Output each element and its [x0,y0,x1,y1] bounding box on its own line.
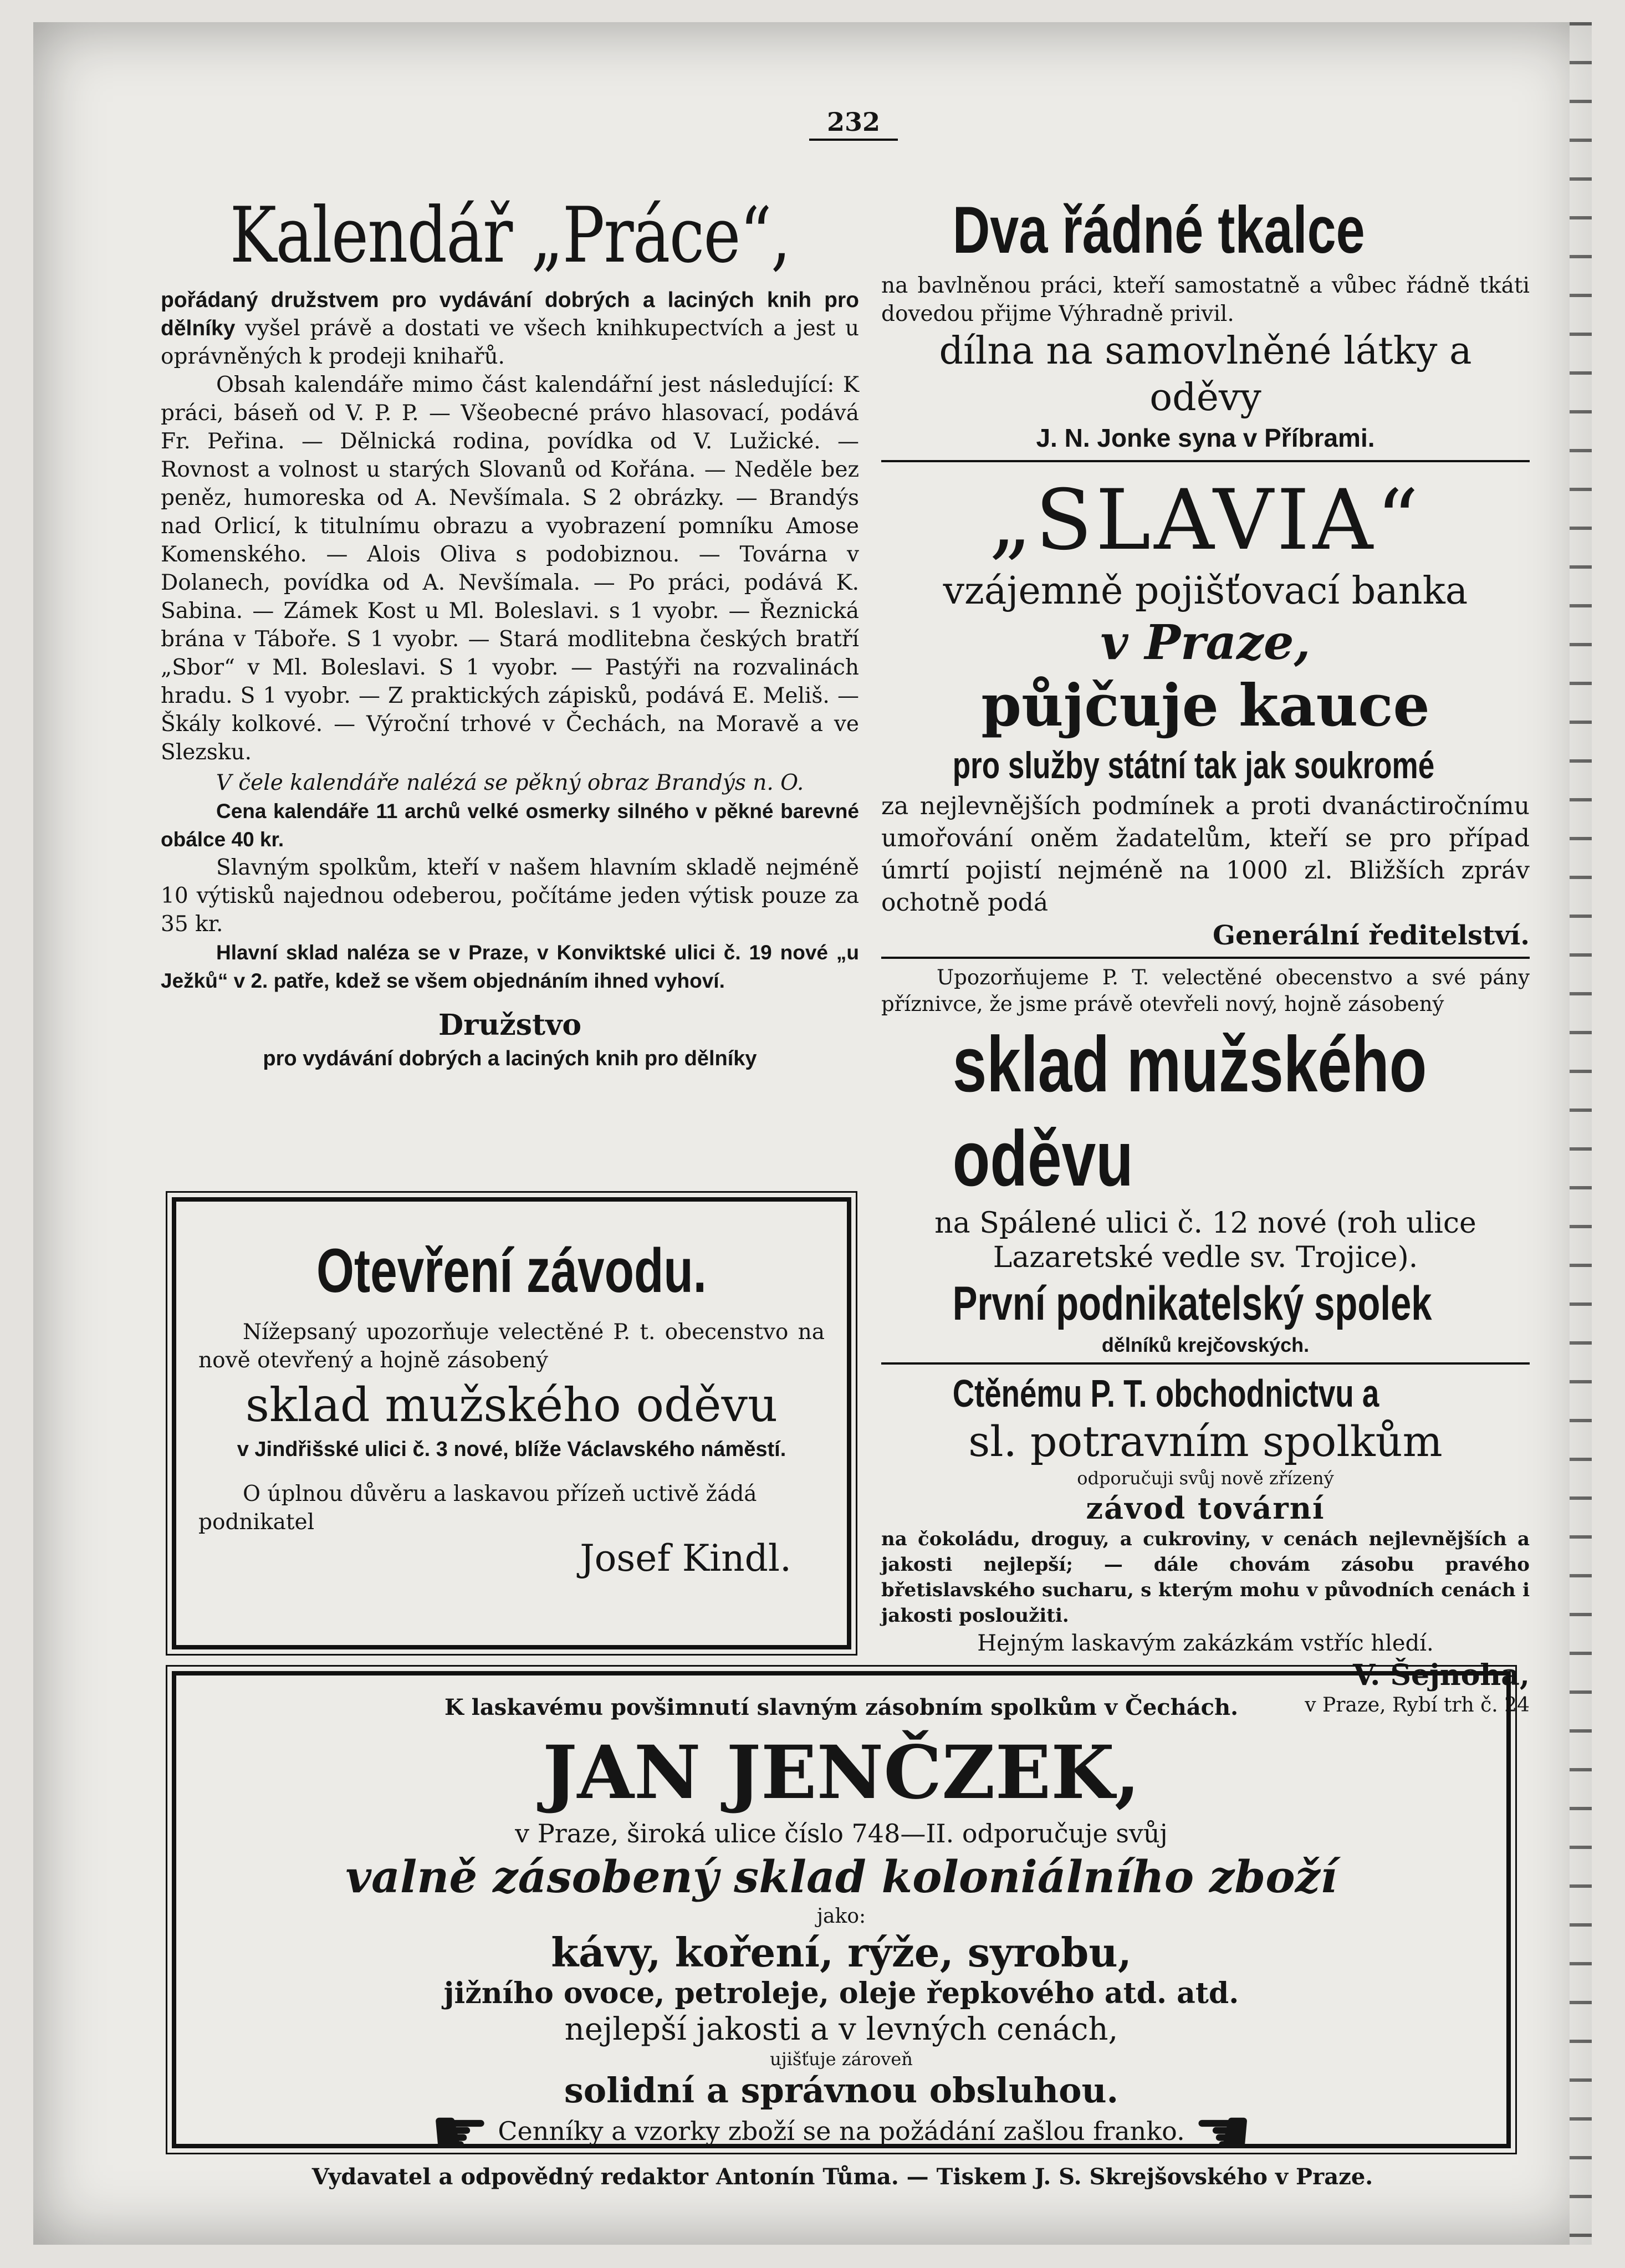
pointing-hand-right-icon: ☚ [1193,2095,1253,2172]
jenczek-sklad: valně zásobený sklad koloniálního zboží [345,1851,1337,1903]
divider-1 [881,460,1530,462]
kalendar-contents: Obsah kalendáře mimo část kalendářní jest následující: K práci, báseň od V. P. P. — Všeobecné právo hlasovací, podává Fr. Peřina. — Dělnická rodina, povídka od V. Lužické. — Rovnost a volnost u starých Slovanů od Kořána. — Neděle bez peněz, humoreska od A. Nevšímala. S 2 obrázky. — Brandýs nad Orlicí, k titulnímu obrazu a vyobrazení pomníku Amose Komenského. — Alois Oliva s podobiznou. — Továrna v Dolanech, povídka od A. Nevšímala. — Po práci, podává K. Sabina. — Zámek Kost u Ml. Boleslavi. s 1 vyobr. — Řeznická brána v Táboře. S 1 vyobr. — Stará modlitebna českých bratří „Sbor“ v Ml. Boleslavi. S 1 vyobr. — Pastýři na rozvalinách hradu. S 1 vyobr. — Z praktických zápisků, podává E. Meliš. — Škály kolkové. — Výroční trhové v Čechách, na Moravě a ve Slezsku. [161,372,859,765]
jenczek-content [176,1676,1506,2172]
jenczek-cenniky: ☛ Cenníky a vzorky zboží se na požádání zašlou franko. ☚ [430,2095,1253,2172]
otevreni-sign: Josef Kindl. [580,1537,791,1580]
sklad-addr: na Spálené ulici č. 12 nové (roh ulice Lazaretské vedle sv. Trojice). [934,1207,1476,1274]
kalendar-price: Cena kalendáře 11 archů velké osmerky silného v pěkné barevné obálce 40 kr. [161,800,859,851]
kalendar-obraz: V čele kalendáře nalézá se pěkný obraz Brandýs n. O. [216,770,804,795]
jenczek-addr: v Praze, široká ulice číslo 748—II. odporučuje svůj [515,1819,1168,1848]
tkalci-text: na bavlněnou práci, kteří samostatně a vůbec řádně tkáti dovedou přijme Výhradně privil. [881,273,1530,326]
zavod-text: na čokoládu, droguy, a cukroviny, v cenách nejlevnějších a jakosti nejlepší; — dále chovám zásobu pravého břetislavského sucharu, s kterým mohu v původních cenách i jakosti posloužiti. [881,1528,1530,1627]
slavia-kauce: půjčuje kauce [981,671,1430,739]
jenczek-goods2: jižního ovoce, petroleje, oleje řepkového atd. atd. [443,1976,1239,2010]
kalendar-title: Kalendář „Práce“, [229,191,790,280]
jonke-text: J. N. Jonke syna v Příbrami. [1036,423,1375,452]
druzstvo-signature: Družstvo [438,1008,582,1042]
otevreni-text: Nížepsaný upozorňuje velectěné P. t. obecenstvo na nově otevřený a hojně zásobený [198,1320,825,1373]
jenczek-intro: K laskavému povšimnutí slavným zásobním spolkům v Čechách. [444,1694,1239,1720]
sklad-muzskeho-title: sklad mužského oděvu [952,1020,1427,1203]
jenczek-name: JAN JENČZEK, [543,1730,1140,1816]
otevreni-content [176,1202,847,1581]
potravnim-text: sl. potravním spolkům [968,1417,1443,1466]
footer-imprint: Vydavatel a odpovědný redaktor Antonín Tůma. — Tiskem J. S. Skrejšovského v Praze. [311,2164,1373,2190]
jenczek-goods1: kávy, koření, rýže, syrobu, [551,1929,1132,1976]
pointing-hand-left-icon: ☛ [430,2095,490,2172]
otevreni-zavodu-box [172,1197,851,1649]
hejnym-text: Hejným laskavým zakázkám vstříc hledí. [977,1631,1434,1656]
spolek-subtitle: dělníků krejčovských. [1101,1334,1310,1356]
slavia-signature: Generální ředitelství. [1212,920,1530,951]
jenczek-jako: jako: [816,1905,866,1928]
newspaper-page [33,22,1592,2245]
zavod-title: závod tovární [1086,1490,1325,1526]
slavia-title: „SLAVIA“ [989,472,1422,569]
tkalci-title: Dva řádné tkalce [952,193,1365,267]
slavia-city: v Praze, [1100,615,1311,671]
sejnoha-addr: v Praze, Rybí trh č. 24 [1305,1694,1530,1717]
right-column [881,188,1530,1718]
dilna-text: dílna na samovlněné látky a oděvy [939,329,1472,420]
kalendar-sklad: Hlavní sklad naléza se v Praze, v Konviktské ulici č. 19 nové „u Ježků“ v 2. patře, kdež se všem objednáním ihned vyhoví. [161,941,859,992]
ctenemu-text: Ctěnému P. T. obchodnictvu a [952,1372,1379,1415]
kalendar-discount: Slavným spolkům, kteří v našem hlavním skladě nejméně 10 výtisků najednou odeberou, počítáme jeden výtisk pouze za 35 kr. [161,855,859,937]
spolek-title: První podnikatelský spolek [952,1277,1432,1330]
page-number: 232 [809,105,898,141]
jenczek-quality: nejlepší jakosti a v levných cenách, [564,2011,1118,2047]
druzstvo-subtitle: pro vydávání dobrých a laciných knih pro dělníky [263,1047,757,1070]
otevreni-addr: v Jindřišské ulici č. 3 nové, blíže Václavského náměstí. [237,1438,786,1461]
oznam-text: Upozorňujeme P. T. velectěné obecenstvo a své pány příznivce, že jsme právě otevřeli nový, hojně zásobený [881,966,1530,1016]
divider-2 [881,957,1530,959]
slavia-text: za nejlevnějších podmínek a proti dvanáctiročnímu umořování oněm žadatelům, kteří se pro případ úmrtí pojistí nejméně na 1000 zl. Bližších zpráv ochotně podá [881,792,1530,917]
scan-edge-marks [1570,22,1592,2245]
odporucuji-text: odporučuji svůj nově zřízený [1077,1468,1334,1489]
left-column [161,188,859,1072]
sejnoha-sign: V. Šejnoha, [1352,1658,1530,1692]
jenczek-ujistuje: ujišťuje zároveň [770,2049,913,2070]
jenczek-service: solidní a správnou obsluhou. [564,2070,1119,2111]
otevreni-sklad: sklad mužského oděvu [245,1378,778,1432]
jenczek-box [172,1671,1511,2172]
slavia-subtitle: vzájemně pojišťovací banka [943,569,1468,613]
divider-3 [881,1362,1530,1365]
otevreni-title: Otevření závodu. [316,1236,707,1305]
otevreni-text2: O úplnou důvěru a laskavou přízeň uctivě žádá podnikatel [198,1482,757,1535]
slavia-sluzby: pro služby státní tak jak soukromé [952,744,1435,786]
kalendar-intro: pořádaný družstvem pro vydávání dobrých a laciných knih pro dělníky vyšel právě a dostati ve všech knihkupectvích a jest u oprávněných k prodeji knihařů. [161,288,859,369]
